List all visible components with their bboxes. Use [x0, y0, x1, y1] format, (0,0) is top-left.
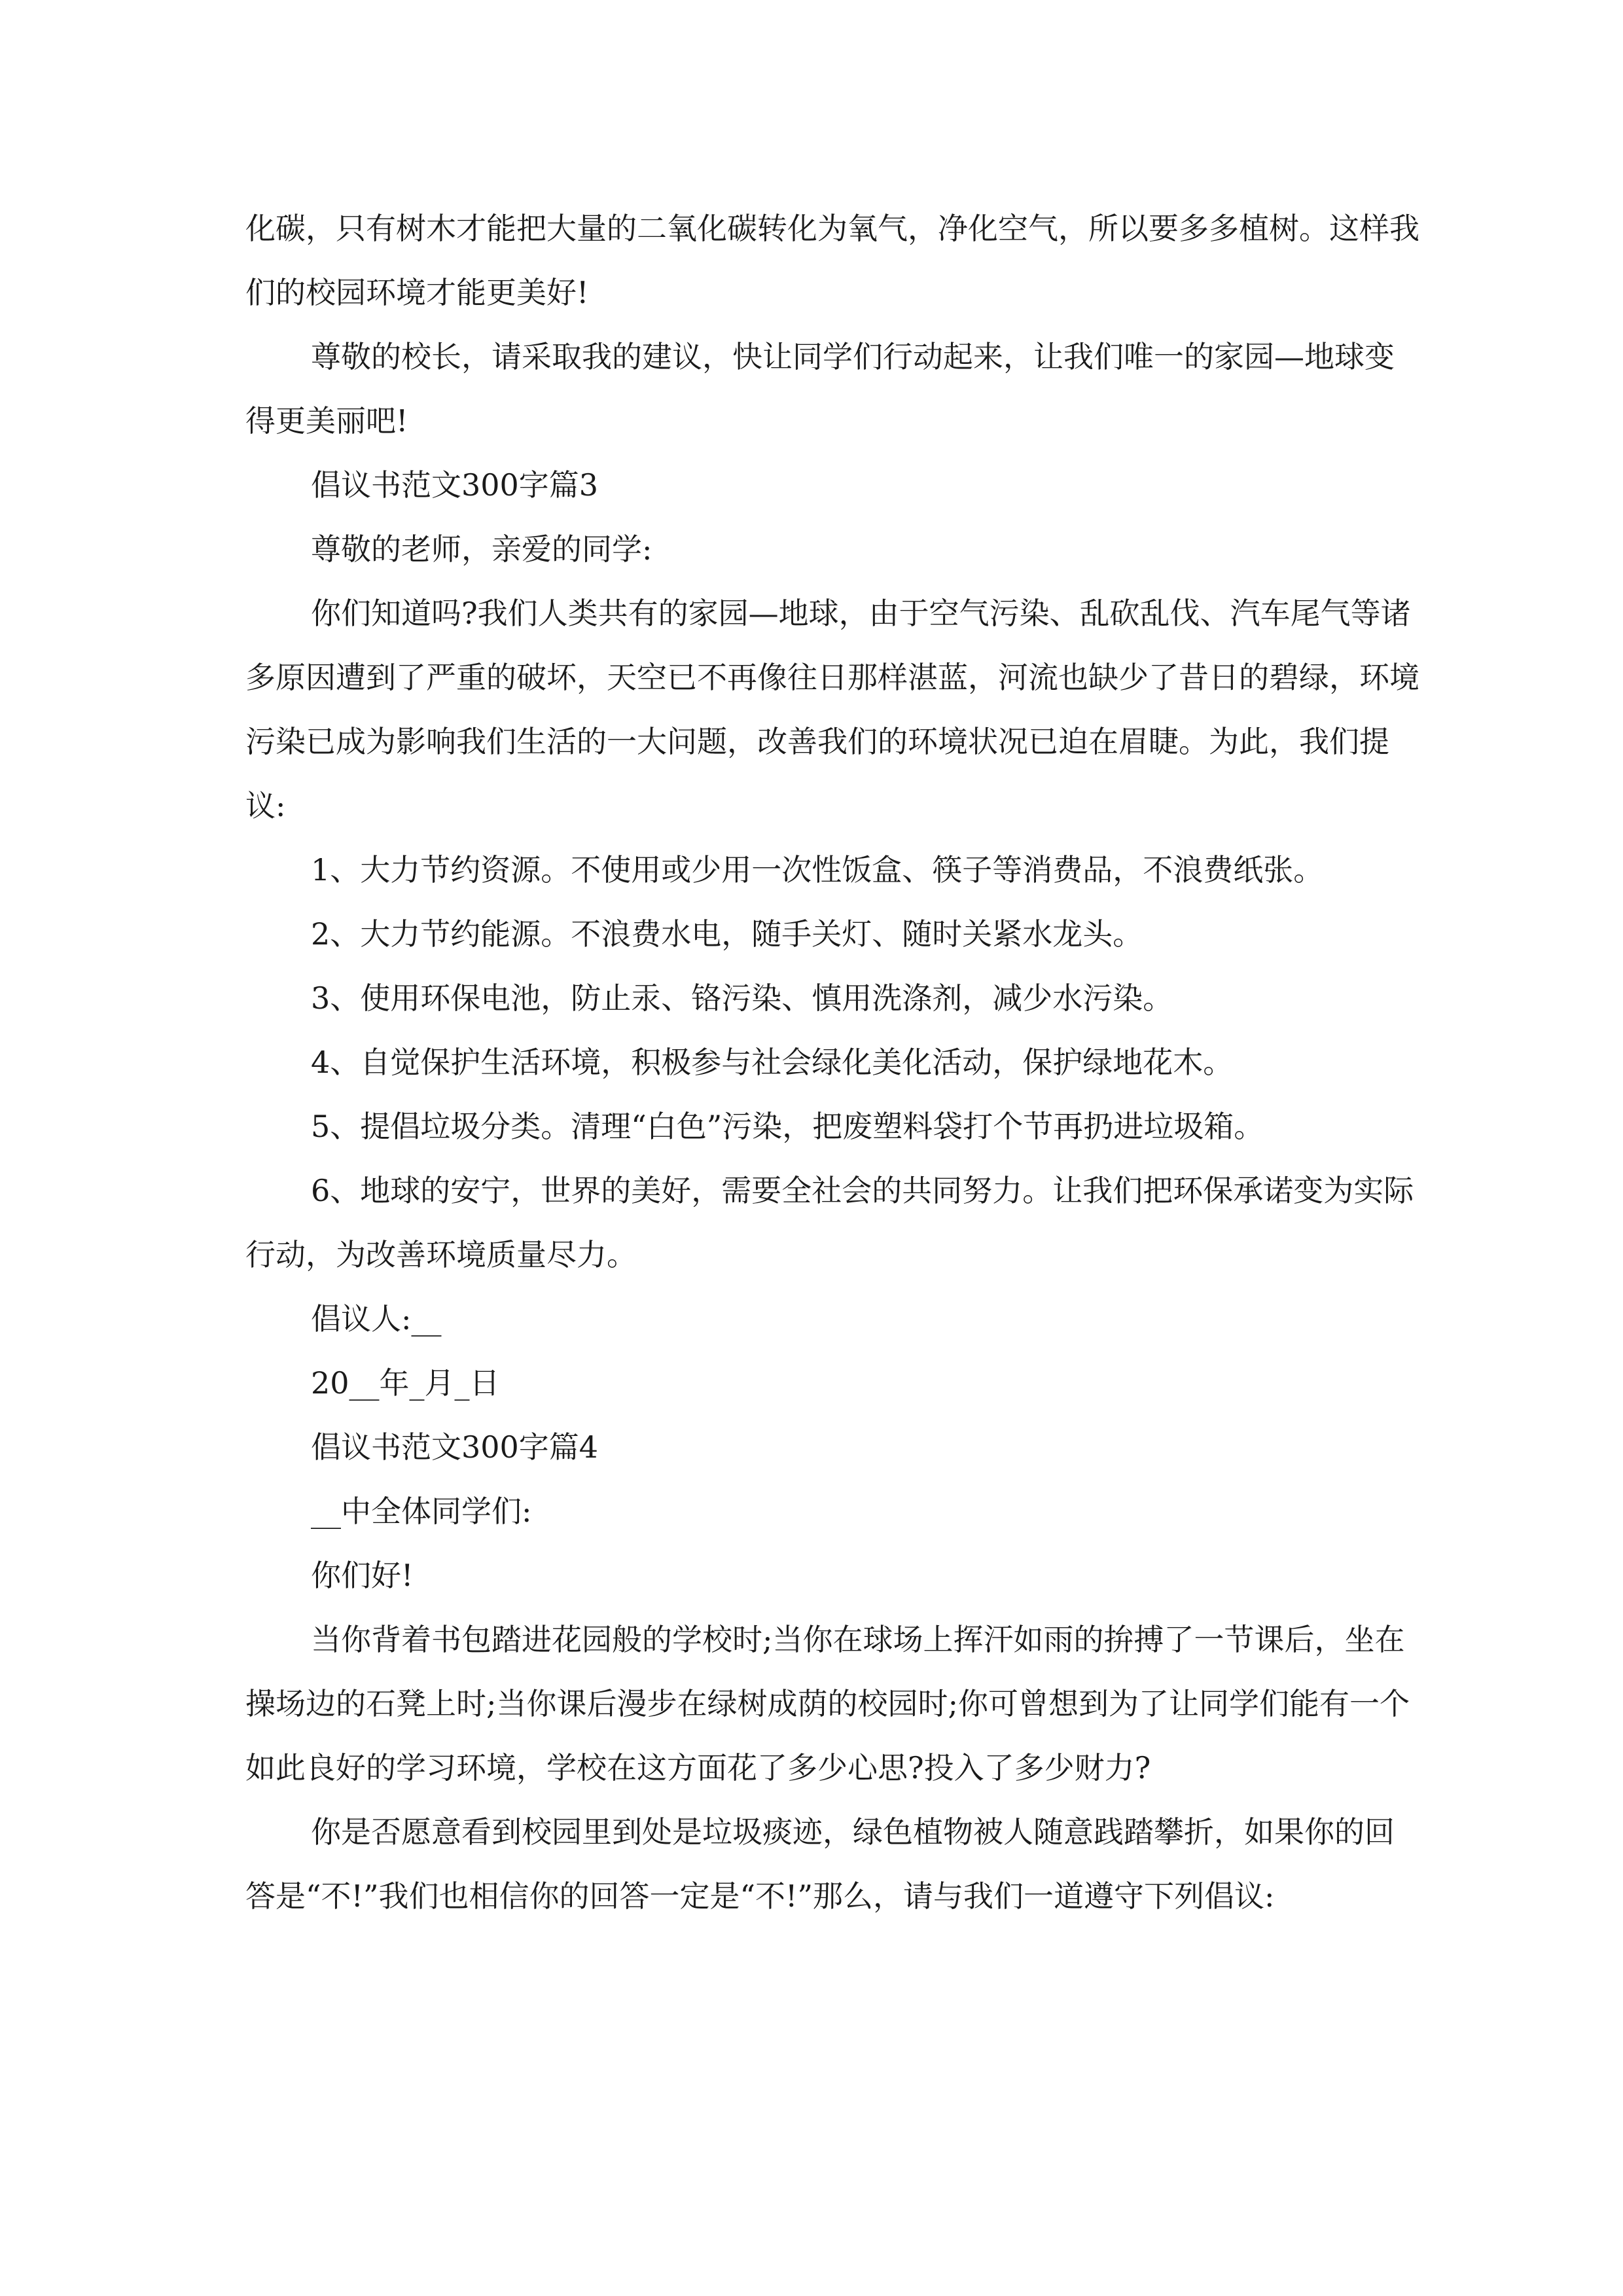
list-item-2: 2、大力节约能源。不浪费水电，随手关灯、随时关紧水龙头。 — [311, 916, 1143, 952]
greeting: 你们好! — [311, 1558, 414, 1593]
salutation-4: __中全体同学们: — [311, 1494, 532, 1529]
document-body — [245, 196, 1423, 1928]
list-item-4: 4、自觉保护生活环境，积极参与社会绿化美化活动，保护绿地花木。 — [311, 1045, 1234, 1080]
section-heading-3: 倡议书范文300字篇3 — [311, 467, 599, 503]
paragraph-intro-continuation: 化碳，只有树木才能把大量的二氧化碳转化为氧气，净化空气，所以要多多植树。这样我们的校园环境才能更美好! — [245, 211, 1419, 310]
list-item-3: 3、使用环保电池，防止汞、铬污染、慎用洗涤剂，减少水污染。 — [311, 980, 1173, 1016]
paragraph-background: 你们知道吗?我们人类共有的家园—地球，由于空气污染、乱砍乱伐、汽车尾气等诸多原因遭到了严重的破坏，天空已不再像往日那样湛蓝，河流也缺少了昔日的碧绿，环境污染已成为影响我们生活的一大问题，改善我们的环境状况已迫在眉睫。为此，我们提议: — [245, 596, 1419, 823]
paragraph-closing-appeal: 尊敬的校长，请采取我的建议，快让同学们行动起来，让我们唯一的家园—地球变得更美丽吧! — [245, 339, 1395, 439]
paragraph-school-environment: 当你背着书包踏进花园般的学校时;当你在球场上挥汗如雨的拚搏了一节课后，坐在操场边的石凳上时;当你课后漫步在绿树成荫的校园时;你可曾想到为了让同学们能有一个如此良好的学习环境，学校在这方面花了多少心思?投入了多少财力? — [245, 1622, 1410, 1785]
list-item-1: 1、大力节约资源。不使用或少用一次性饭盒、筷子等消费品，不浪费纸张。 — [311, 852, 1324, 888]
date-line: 20__年_月_日 — [311, 1365, 500, 1401]
list-item-6: 6、地球的安宁，世界的美好，需要全社会的共同努力。让我们把环保承诺变为实际行动，为改善环境质量尽力。 — [245, 1173, 1414, 1272]
salutation-3: 尊敬的老师，亲爱的同学: — [311, 531, 652, 567]
signature-line: 倡议人:__ — [311, 1301, 442, 1336]
section-heading-4: 倡议书范文300字篇4 — [311, 1429, 599, 1465]
paragraph-call-to-action: 你是否愿意看到校园里到处是垃圾痰迹，绿色植物被人随意践踏攀折，如果你的回答是“不!”我们也相信你的回答一定是“不!”那么，请与我们一道遵守下列倡议: — [245, 1814, 1395, 1914]
list-item-5: 5、提倡垃圾分类。清理“白色”污染，把废塑料袋打个节再扔进垃圾箱。 — [311, 1109, 1264, 1144]
